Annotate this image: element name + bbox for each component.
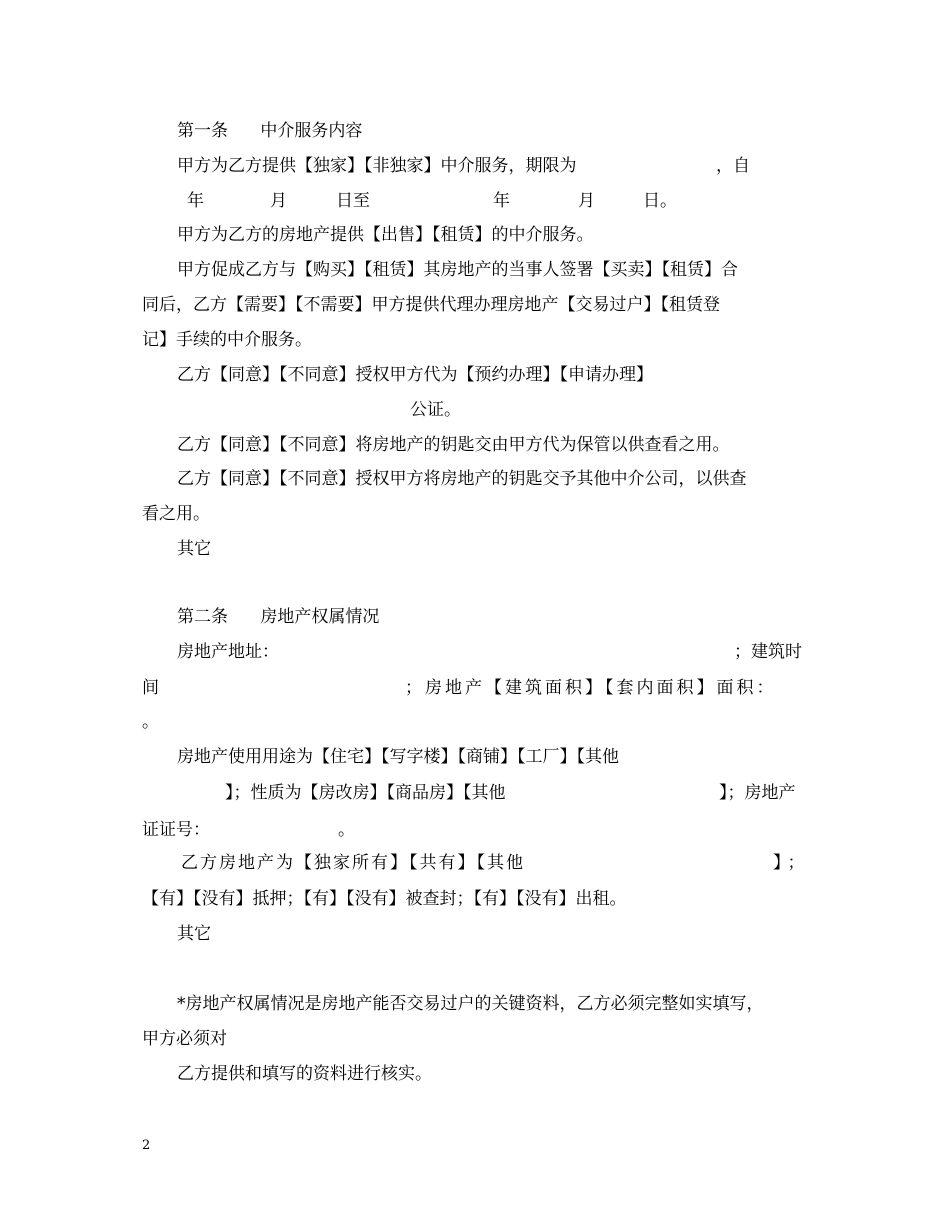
article1-other: 其它 (177, 539, 211, 559)
certificate-end: 。 (338, 820, 355, 840)
address-label: 房地产地址： (177, 642, 279, 662)
build-time-label: 间 (142, 678, 159, 698)
note-line1: *房地产权属情况是房地产能否交易过户的关键资料，乙方必须完整如实填写， (177, 994, 764, 1014)
article1-p6-line2: 看之用。 (142, 504, 210, 524)
article1-p4-line1: 乙方【同意】【不同意】授权甲方代为【预约办理】【申请办理】 (177, 365, 653, 385)
article1-p6-line1: 乙方【同意】【不同意】授权甲方将房地产的钥匙交予其他中介公司，以供查 (177, 469, 747, 489)
article1-p2: 甲方为乙方的房地产提供【出售】【租赁】的中介服务。 (177, 225, 594, 245)
property-status: 【有】【没有】抵押；【有】【没有】被查封；【有】【没有】出租。 (142, 889, 627, 909)
article1-p3-line1-text: 甲方促成乙方与【购买】【租赁】其房地产的当事人签署【买卖】【租赁】合 (177, 260, 738, 280)
article1-p3-line3: 记】手续的中介服务。 (142, 330, 312, 350)
article1-p5: 乙方【同意】【不同意】将房地产的钥匙交由甲方代为保管以供查看之用。 (177, 435, 730, 455)
article1-heading: 第一条 中介服务内容 (177, 121, 363, 141)
note-line2: 甲方必须对 (142, 1029, 227, 1049)
article1-p1-line1-a: 甲方为乙方提供【独家】【非独家】中介服务，期限为 (177, 156, 577, 176)
article2-other: 其它 (177, 924, 211, 944)
certificate-label: 证证号： (142, 820, 210, 840)
area-text: ；房地产【建筑面积】【套内面积】面积： (405, 678, 777, 698)
date-start-year-label: 年 (187, 191, 204, 211)
page-number: 2 (142, 1138, 151, 1153)
article1-p3-line2: 同后，乙方【需要】【不需要】甲方提供代理办理房地产【交易过户】【租赁登 (142, 295, 720, 315)
article1-p1-line1-b: ，自 (716, 156, 750, 176)
article1-p4-line2: 公证。 (410, 400, 461, 420)
usage-line2-a: 】；性质为【房改房】【商品房】【其他 (225, 783, 506, 803)
area-end: 。 (142, 712, 159, 732)
usage-line1: 房地产使用用途为【住宅】【写字楼】【商铺】【工厂】【其他 (177, 747, 619, 767)
date-end-month-label: 月 (578, 191, 595, 211)
article1-p3-line1 (177, 260, 810, 280)
note-line3: 乙方提供和填写的资料进行核实。 (177, 1064, 432, 1084)
date-start-day-label: 日至 (336, 191, 370, 211)
date-end-year-label: 年 (493, 191, 510, 211)
ownership-b: 】； (773, 853, 811, 873)
date-end-day-label: 日。 (643, 191, 677, 211)
address-end: ；建筑时 (734, 642, 802, 662)
usage-line2-b: 】；房地产 (719, 783, 796, 803)
date-start-month-label: 月 (270, 191, 287, 211)
ownership-a: 乙方房地产为【独家所有】【共有】【其他 (181, 853, 525, 873)
article2-heading: 第二条 房地产权属情况 (177, 607, 380, 627)
